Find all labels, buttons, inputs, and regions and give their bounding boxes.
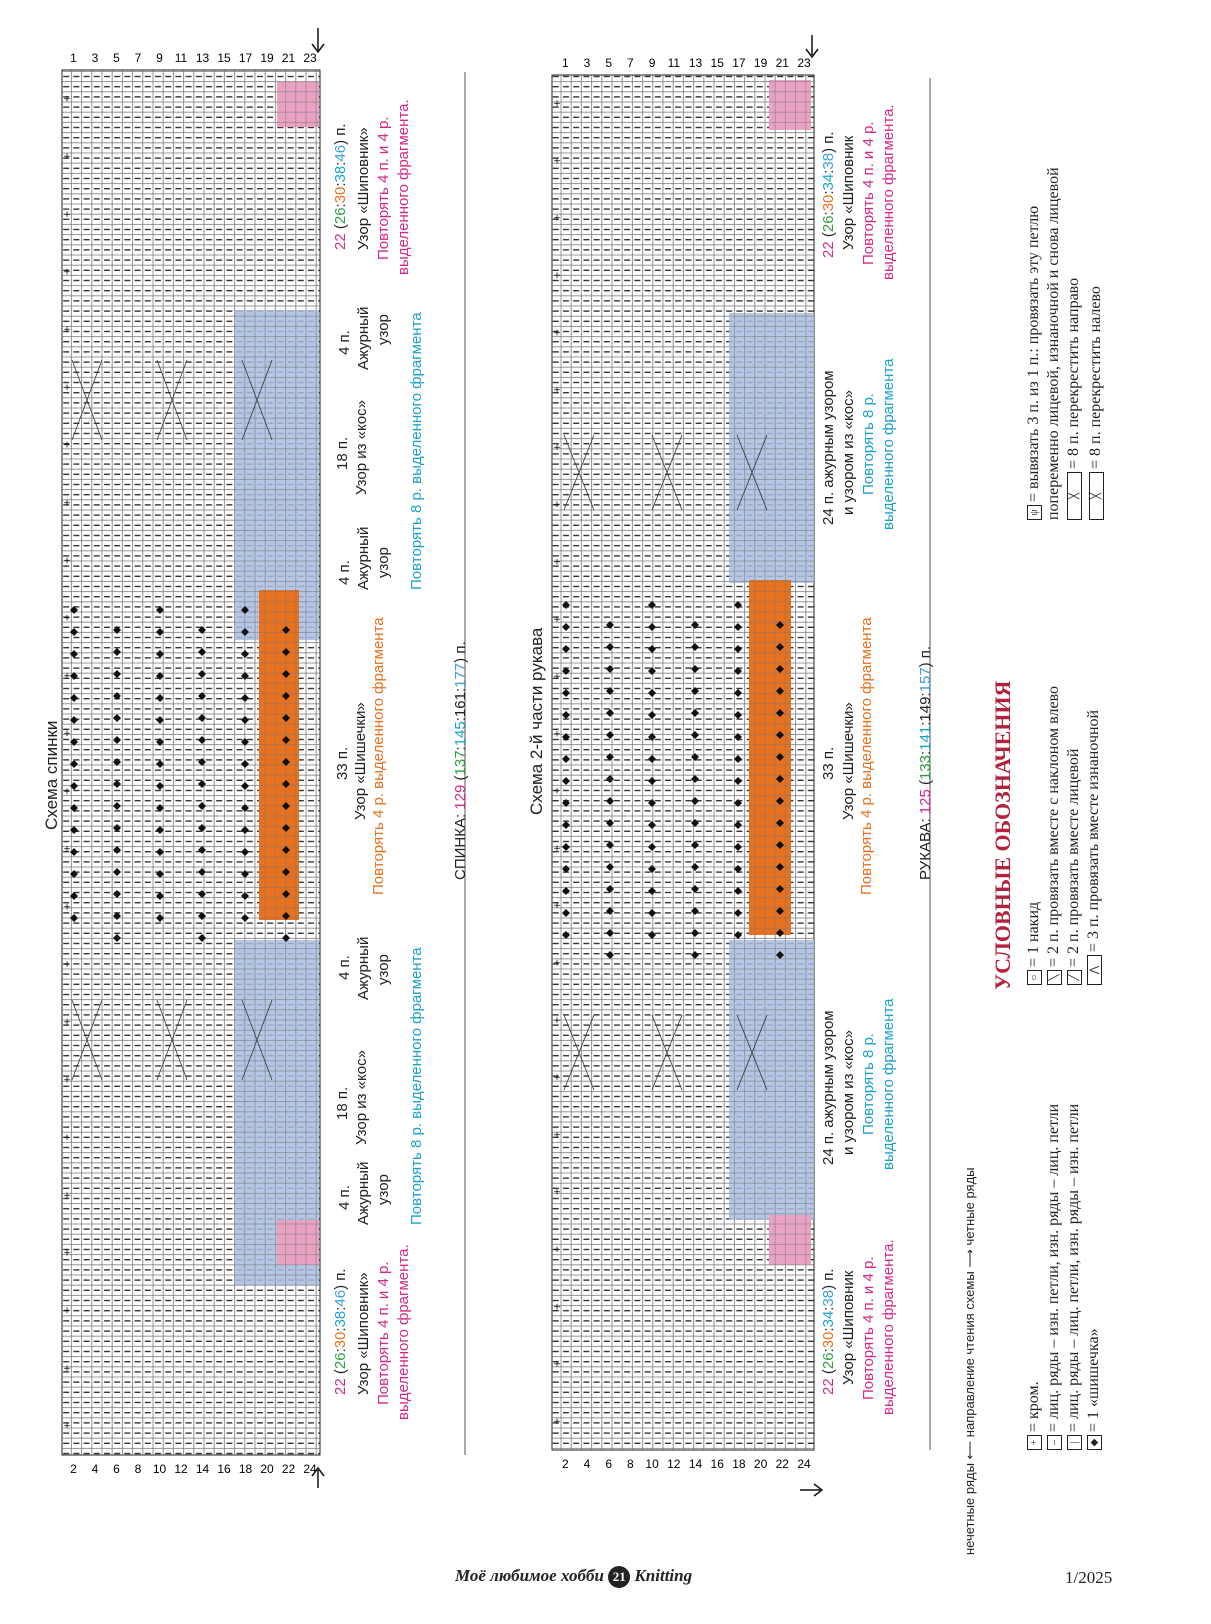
row-number-odd: 9: [648, 56, 656, 70]
purl-three-together-icon: ⋀: [1087, 955, 1102, 985]
knit-stitch-icon: |: [1067, 1435, 1082, 1450]
row-number-even: 18: [238, 1462, 253, 1476]
edge-plus-mark: +: [553, 156, 561, 167]
chart1-ajur1-name1: Ажурный: [355, 526, 372, 590]
chart2-combo-bottom-name: и узором из «кос»: [840, 1030, 857, 1155]
edge-plus-mark: +: [63, 152, 71, 163]
chart1-ajur2-name2: узор: [375, 314, 392, 345]
decrease-right-icon: ╱: [1067, 970, 1082, 985]
edge-stitch-icon: +: [1027, 1435, 1042, 1450]
chart2-shishechki-repeat: Повторять 4 р. выделенного фрагмента: [858, 617, 875, 895]
purl-stitch-icon: –: [1047, 1435, 1062, 1450]
edge-plus-mark: +: [63, 729, 71, 740]
chart1-title: Схема спинки: [42, 720, 61, 830]
row-number-odd: 7: [134, 51, 142, 65]
legend-title: УСЛОВНЫЕ ОБОЗНАЧЕНИЯ: [990, 680, 1015, 990]
row-number-odd: 15: [710, 56, 724, 70]
edge-plus-mark: +: [553, 614, 561, 625]
footer-magazine: Моё любимое хобби 21 Knitting: [455, 1566, 692, 1588]
row-number-even: 10: [152, 1462, 167, 1476]
reading-direction: нечетные ряды ⟵ направление чтения схемы ⟶ четные ряды: [962, 1167, 977, 1555]
edge-plus-mark: +: [553, 99, 561, 110]
chart2-shipovnik-top: 22 (26:30:34:38) п.: [820, 131, 837, 258]
row-number-odd: 17: [732, 56, 746, 70]
row-number-even: 8: [134, 1462, 142, 1476]
row-number-even: 6: [605, 1457, 613, 1471]
legend-item-edge: += кром.: [1025, 1381, 1043, 1450]
row-number-odd: 5: [113, 51, 120, 65]
chart1-shishechki-name: Узор «Шишечки»: [352, 702, 369, 820]
row-number-odd: 19: [753, 56, 768, 70]
edge-plus-mark: +: [553, 1015, 561, 1026]
row-number-even: 24: [303, 1462, 317, 1476]
chart2-shipovnik-bottom-repeat2: выделенного фрагмента.: [880, 1239, 897, 1415]
row-number-even: 2: [561, 1457, 569, 1471]
chart1-shipovnik-bottom-name: Узор «Шиповник»: [355, 1272, 372, 1395]
chart1-ajur3-count: 4 п.: [336, 955, 353, 980]
edge-plus-mark: +: [553, 729, 561, 740]
chart1-kos2-repeat: Повторять 8 р. выделенного фрагмента: [408, 947, 425, 1225]
chart1-shipovnik-top: 22 (26:30:38:46) п.: [332, 123, 349, 250]
chart2-total: РУКАВА: 125 (133:141:149:157) п.: [917, 645, 934, 880]
row-number-even: 4: [91, 1462, 99, 1476]
edge-plus-mark: +: [553, 1187, 561, 1198]
edge-plus-mark: +: [63, 1075, 71, 1086]
row-number-even: 16: [710, 1457, 724, 1471]
chart2-shishechki-name: Узор «Шишечки»: [840, 702, 857, 820]
edge-plus-mark: +: [63, 498, 71, 509]
row-number-even: 10: [645, 1457, 659, 1471]
row-number-even: 12: [667, 1457, 681, 1471]
row-number-even: 6: [113, 1462, 120, 1476]
row-number-odd: 5: [605, 56, 613, 70]
legend-item-k2tog: ╱= 2 п. провязать вместе лицевой: [1065, 749, 1083, 985]
chart1-ajur2-name1: Ажурный: [355, 306, 372, 370]
row-number-odd: 9: [156, 51, 163, 65]
chart1-ajur4-count: 4 п.: [336, 1185, 353, 1210]
chart1-kos-repeat: Повторять 8 р. выделенного фрагмента: [408, 312, 425, 590]
row-number-even: 12: [174, 1462, 188, 1476]
bobble-icon: ◆: [1087, 1435, 1102, 1450]
edge-plus-mark: +: [553, 1302, 561, 1313]
chart2-shipovnik-bottom-repeat1: Повторять 4 п. и 4 р.: [860, 1256, 877, 1400]
row-number-even: 20: [260, 1462, 274, 1476]
edge-plus-mark: +: [63, 1363, 71, 1374]
row-number-odd: 7: [627, 56, 634, 70]
row-number-even: 16: [217, 1462, 231, 1476]
chart1-ajur3-name1: Ажурный: [355, 936, 372, 1000]
legend-item-cable-left: ╳= 8 п. перекрестить налево: [1087, 286, 1105, 520]
edge-plus-mark: +: [63, 440, 71, 451]
legend-item-bobble: ◆= 1 «шишечка»: [1085, 1328, 1103, 1450]
chart1-shipovnik-top-repeat1: Повторять 4 п. и 4 р.: [375, 116, 392, 260]
chart1-kos2-count: 18 п.: [334, 1086, 351, 1120]
edge-plus-mark: +: [553, 385, 561, 396]
row-number-even: 24: [797, 1457, 811, 1471]
row-number-odd: 23: [797, 56, 811, 70]
arrow-right-icon: [800, 1484, 822, 1496]
chart1-shipovnik-bottom-repeat1: Повторять 4 п. и 4 р.: [375, 1261, 392, 1405]
decrease-left-icon: ╲: [1047, 970, 1062, 985]
chart2-combo-top-repeat2: выделенного фрагмента: [880, 358, 897, 530]
chart1-shishechki-count: 33 п.: [334, 746, 351, 780]
edge-plus-mark: +: [63, 959, 71, 970]
edge-plus-mark: +: [553, 557, 561, 568]
edge-plus-mark: +: [553, 1244, 561, 1255]
edge-plus-mark: +: [63, 1017, 71, 1028]
row-number-odd: 11: [174, 51, 188, 65]
edge-plus-mark: +: [63, 1421, 71, 1432]
row-number-odd: 21: [775, 56, 789, 70]
legend-item-yo: ○= 1 накид: [1025, 902, 1043, 985]
chart2-combo-bottom-repeat2: выделенного фрагмента: [880, 998, 897, 1170]
edge-plus-mark: +: [63, 671, 71, 682]
chart1-ajur4-name2: узор: [375, 1174, 392, 1205]
edge-plus-mark: +: [553, 1130, 561, 1141]
edge-plus-mark: +: [63, 325, 71, 336]
edge-plus-mark: +: [553, 843, 561, 854]
legend-item-increase: ψ= вывязать 3 п. из 1 п.: провязать эту петлю: [1025, 206, 1043, 520]
chart2-combo-top-name: и узором из «кос»: [840, 390, 857, 515]
chart1-ajur4-name1: Ажурный: [355, 1161, 372, 1225]
chart1-shipovnik-top-repeat2: выделенного фрагмента.: [395, 99, 412, 275]
edge-plus-mark: +: [63, 382, 71, 393]
chart2-combo-bottom-count: 24 п. ажурным узором: [820, 1010, 837, 1165]
arrow-down-icon: [312, 28, 324, 52]
edge-plus-mark: +: [63, 209, 71, 220]
edge-plus-mark: +: [63, 94, 71, 105]
row-number-even: 14: [195, 1462, 210, 1476]
row-number-odd: 17: [238, 51, 253, 65]
chart1-ajur3-name2: узор: [375, 954, 392, 985]
edge-plus-mark: +: [553, 901, 561, 912]
chart-grid-lines: [62, 70, 320, 1455]
chart2-shishechki-count: 33 п.: [820, 746, 837, 780]
edge-plus-mark: +: [553, 1073, 561, 1084]
edge-plus-mark: +: [63, 786, 71, 797]
legend-item-increase-cont: попеременно лицевой, изнаночной и снова лицевой: [1045, 167, 1062, 520]
legend-item-p3tog: ⋀= 3 п. провязать вместе изнаночной: [1085, 710, 1103, 985]
edge-plus-mark: +: [553, 442, 561, 453]
row-number-even: 2: [70, 1462, 77, 1476]
row-number-odd: 13: [195, 51, 210, 65]
row-number-even: 14: [688, 1457, 703, 1471]
edge-plus-mark: +: [63, 1133, 71, 1144]
row-number-odd: 3: [583, 56, 591, 70]
edge-plus-mark: +: [553, 328, 561, 339]
edge-plus-mark: +: [63, 844, 71, 855]
chart1-kos-name: Узор из «кос»: [353, 400, 370, 495]
footer-issue: 1/2025: [1065, 1568, 1113, 1587]
edge-plus-mark: +: [63, 902, 71, 913]
edge-plus-mark: +: [553, 672, 561, 683]
edge-plus-mark: +: [63, 1306, 71, 1317]
chart2-combo-top-repeat1: Повторять 8 р.: [860, 393, 877, 495]
chart1-kos2-name: Узор из «кос»: [353, 1050, 370, 1145]
edge-plus-mark: +: [553, 500, 561, 511]
chart2-shipovnik-bottom: 22 (26:30:34:38) п.: [820, 1268, 837, 1395]
edge-plus-mark: +: [553, 786, 561, 797]
row-number-even: 18: [732, 1457, 746, 1471]
chart2-combo-top-count: 24 п. ажурным узором: [820, 370, 837, 525]
row-number-odd: 15: [217, 51, 231, 65]
legend-item-ssk: ╲= 2 п. провязать вместе с наклоном влево: [1045, 686, 1063, 985]
legend-item-cable-right: ╳= 8 п. перекрестить направо: [1065, 278, 1083, 520]
row-number-odd: 1: [561, 56, 569, 70]
row-number-even: 20: [753, 1457, 768, 1471]
chart2-shipovnik-top-repeat1: Повторять 4 п. и 4 р.: [860, 121, 877, 265]
edge-plus-mark: +: [553, 958, 561, 969]
edge-plus-mark: +: [553, 1359, 561, 1370]
edge-plus-mark: +: [63, 1190, 71, 1201]
chart2-shipovnik-top-repeat2: выделенного фрагмента.: [880, 104, 897, 280]
row-number-odd: 19: [260, 51, 274, 65]
chart2-shipovnik-bottom-name: Узор «Шиповник: [840, 1270, 857, 1385]
row-number-odd: 13: [688, 56, 703, 70]
chart1-shipovnik-top-name: Узор «Шиповник»: [355, 127, 372, 250]
chart1-kos-count: 18 п.: [334, 436, 351, 470]
chart2-title: Схема 2-й части рукава: [527, 627, 546, 815]
row-number-even: 8: [627, 1457, 634, 1471]
row-number-odd: 23: [303, 51, 317, 65]
arrow-down-icon: [806, 35, 818, 57]
increase-three-icon: ψ: [1027, 505, 1042, 520]
row-number-odd: 3: [91, 51, 99, 65]
yarn-over-icon: ○: [1027, 970, 1042, 985]
chart-grid-lines: [552, 75, 814, 1450]
chart1-ajur1-count: 4 п.: [336, 560, 353, 585]
edge-plus-mark: +: [63, 1248, 71, 1259]
edge-plus-mark: +: [553, 1416, 561, 1427]
row-number-even: 4: [583, 1457, 591, 1471]
chart2-combo-bottom-repeat1: Повторять 8 р.: [860, 1033, 877, 1135]
chart2-shipovnik-top-name: Узор «Шиповник: [840, 135, 857, 250]
row-number-odd: 1: [70, 51, 77, 65]
chart1-ajur2-count: 4 п.: [336, 330, 353, 355]
edge-plus-mark: +: [63, 613, 71, 624]
page-number-badge: 21: [608, 1566, 630, 1588]
chart1-shishechki-repeat: Повторять 4 р. выделенного фрагмента: [370, 617, 387, 895]
cable-left-icon: ╳: [1089, 472, 1104, 520]
cable-right-icon: ╳: [1067, 472, 1082, 520]
chart1-shipovnik-bottom: 22 (26:30:38:46) п.: [332, 1268, 349, 1395]
row-number-even: 22: [775, 1457, 789, 1471]
row-number-odd: 11: [667, 56, 681, 70]
edge-plus-mark: +: [553, 271, 561, 282]
edge-plus-mark: +: [553, 213, 561, 224]
legend-item-knit: |= лиц. ряды – лиц. петли, изн. ряды – изн. петли: [1065, 1104, 1083, 1450]
chart1-shipovnik-bottom-repeat2: выделенного фрагмента.: [395, 1244, 412, 1420]
chart1-total: СПИНКА: 129 (137:145:161:177) п.: [452, 641, 469, 880]
edge-plus-mark: +: [63, 267, 71, 278]
legend-item-purl: –= лиц. ряды – изн. петли, изн. ряды – лиц. петли: [1045, 1104, 1063, 1450]
chart1-ajur1-name2: узор: [375, 547, 392, 578]
edge-plus-mark: +: [63, 556, 71, 567]
row-number-even: 22: [281, 1462, 296, 1476]
row-number-odd: 21: [281, 51, 296, 65]
